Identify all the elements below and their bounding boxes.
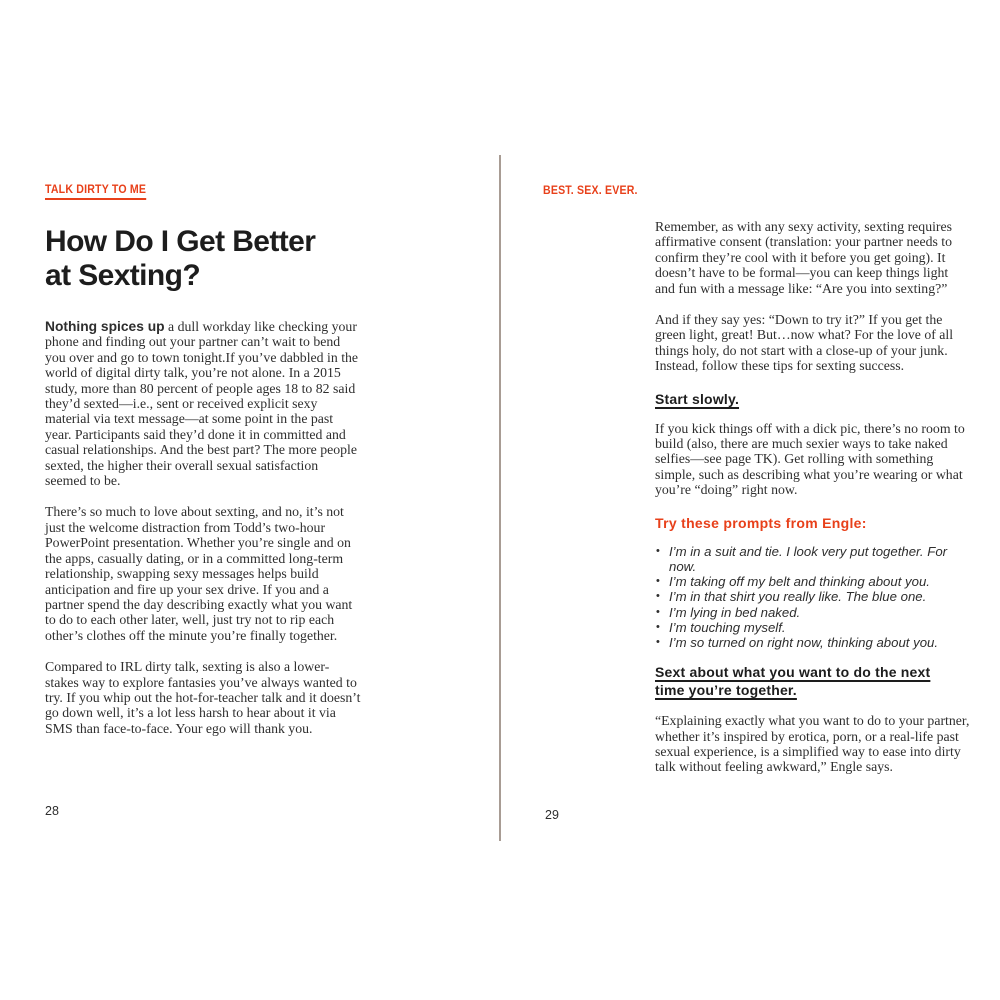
prompts-heading: Try these prompts from Engle: — [655, 514, 867, 531]
prompt-item: • I’m so turned on right now, thinking about you. — [655, 635, 971, 650]
right-page-number: 29 — [545, 808, 559, 822]
left-paragraph-2: There’s so much to love about sexting, and no, it’s not just the welcome distraction from Todd’s two-hour PowerPoint presentation. Whether you’re single and on the apps, casually dating, or in a committed long-term relationship, swapping sexy messages helps build anticipation and fire up your sex drive. If you and a partner spend the day describing exactly what you want to do to each other later, well, just try not to rip each other’s clothes off the minute you’re finally together. — [45, 504, 353, 643]
intro-paragraph — [45, 319, 361, 488]
right-paragraph-2: And if they say yes: “Down to try it?” If you get the green light, great! But…now what? For the love of all things holy, do not start with a close-up of your junk. Instead, follow these tips for sexting success. — [655, 312, 954, 374]
right-paragraph-1: Remember, as with any sexy activity, sexting requires affirmative consent (translation: your partner needs to confirm they’re cool with it before you get going). It doesn’t have to be formal—you can keep things light and fun with a message like: “Are you into sexting?” — [655, 219, 953, 296]
prompts-list — [655, 544, 971, 650]
subheading-start-slowly: Start slowly. — [655, 390, 740, 407]
right-running-header: BEST. SEX. EVER. — [543, 185, 638, 197]
left-paragraph-3: Compared to IRL dirty talk, sexting is also a lower-stakes way to explore fantasies you’ve always wanted to try. If you whip out the hot-for-teacher talk and it doesn’t go down well, it’s a lot less harsh to hear about it via SMS than face-to-face. Your ego will thank you. — [45, 659, 361, 736]
right-paragraph-3: If you kick things off with a dick pic, there’s no room to build (also, there are much sexier ways to take naked selfies—see page TK). Get rolling with something simple, such as describing what you’re wearing or what you’re “doing” right now. — [655, 420, 965, 498]
right-running-header-wrap — [543, 181, 646, 199]
left-running-header: TALK DIRTY TO ME — [45, 184, 146, 200]
prompt-item: • I’m touching myself. — [655, 620, 971, 635]
right-page — [655, 219, 971, 775]
prompt-item: • I’m taking off my belt and thinking about you. — [655, 574, 971, 589]
left-page-number: 28 — [45, 804, 59, 818]
subheading-sext-about: Sext about what you want to do the next time you’re together. — [655, 664, 931, 698]
left-page — [45, 180, 361, 736]
chapter-title-line2: at Sexting? — [45, 258, 201, 292]
intro-lead-in: Nothing spices up — [45, 319, 165, 334]
chapter-title — [45, 225, 361, 292]
prompt-item: • I’m in that shirt you really like. The blue one. — [655, 589, 971, 604]
prompt-item: • I’m in a suit and tie. I look very put together. For now. — [655, 544, 971, 574]
right-paragraph-4: “Explaining exactly what you want to do to your partner, whether it’s inspired by erotica, porn, or a real-life past sexual experience, is a simplified way to ease into dirty talk without feeling awkward,” Engle says. — [655, 713, 970, 775]
chapter-title-line1: How Do I Get Better — [45, 225, 316, 258]
prompt-item: • I’m lying in bed naked. — [655, 605, 971, 620]
intro-paragraph-text: a dull workday like checking your phone and finding out your partner can’t wait to bend you over and go to town tonight.If you’ve dabbled in the world of digital dirty talk, you’re not alone. In a 2015 study, more than 80 percent of people ages 18 to 82 said they’d sexted—i.e., sent or received explicit sexy material via text message—at some point in the past year. Participants said they’d done it in committed and casual relationships. And the best part? The more people sexted, the higher their overall sexual satisfaction seemed to be. — [45, 319, 359, 489]
page-divider-line — [499, 155, 501, 841]
